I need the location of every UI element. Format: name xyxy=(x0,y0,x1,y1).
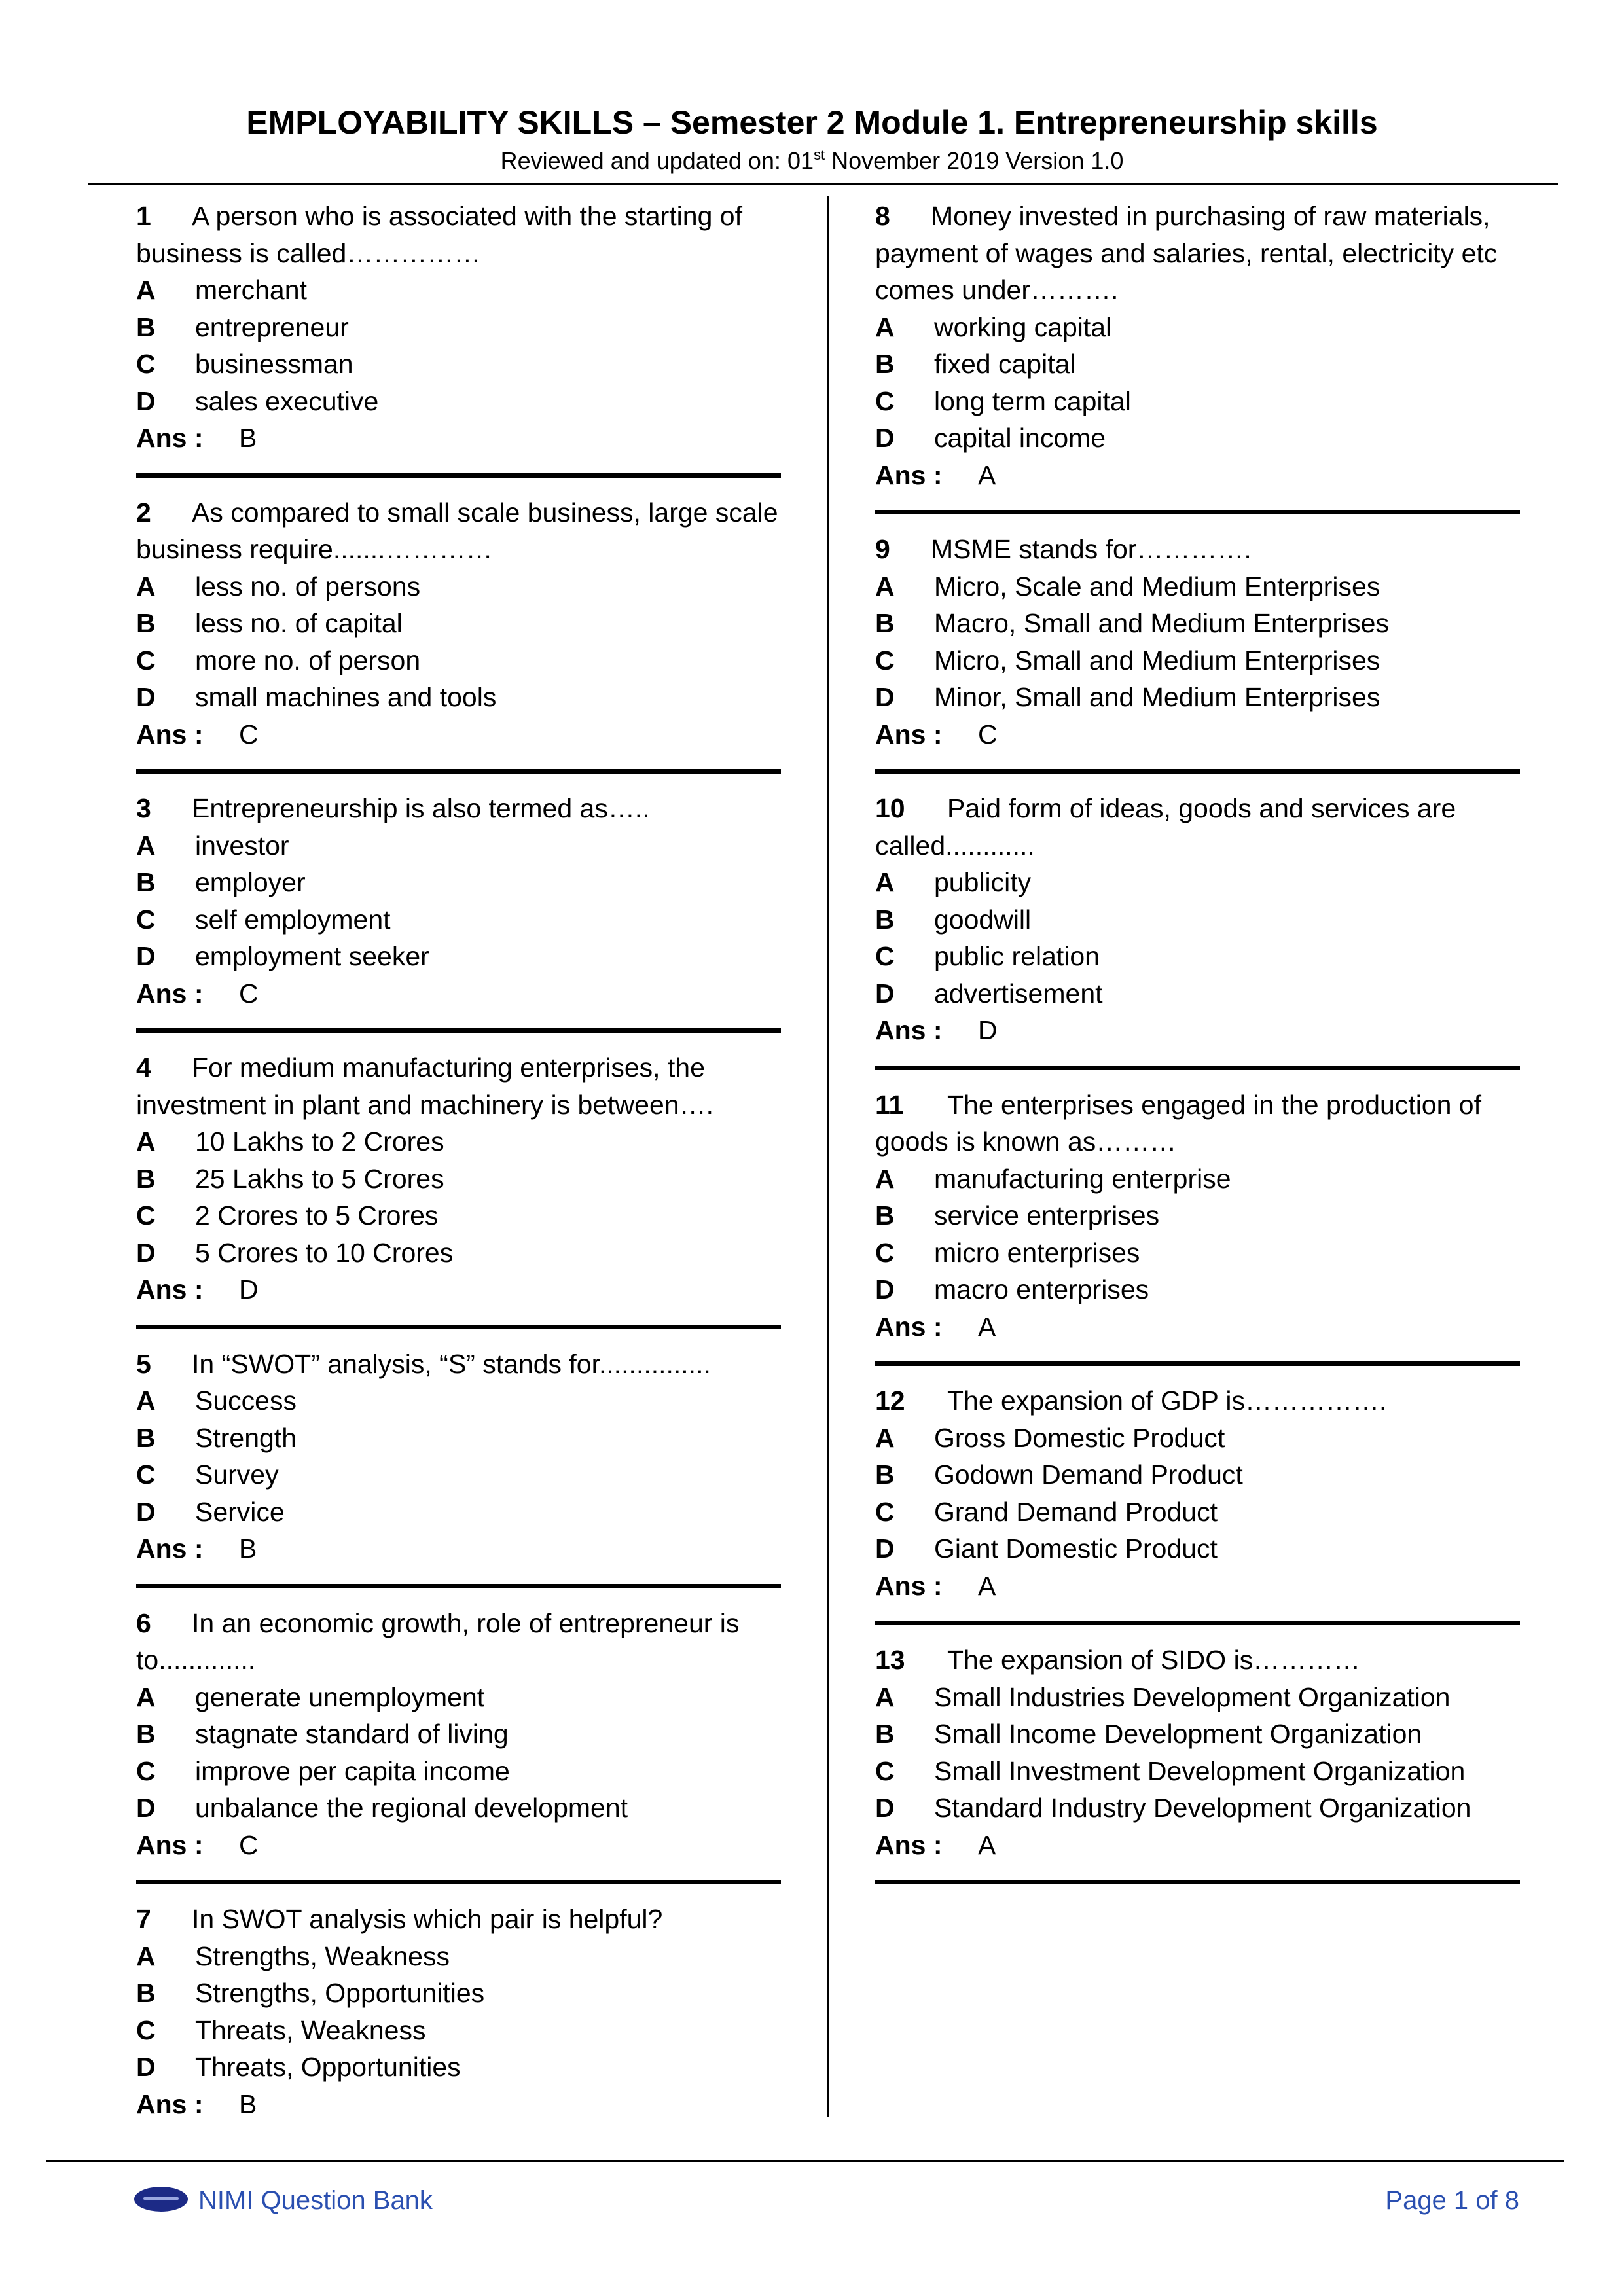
answer-option xyxy=(136,1494,781,1531)
answer-option xyxy=(875,1679,1520,1716)
answer-option xyxy=(875,1160,1520,1198)
question-stem xyxy=(136,198,781,272)
option-letter: C xyxy=(136,349,156,379)
option-letter: A xyxy=(136,1126,156,1157)
option-letter: C xyxy=(136,904,156,935)
option-letter: D xyxy=(136,386,156,416)
answer-option xyxy=(875,1494,1520,1531)
option-letter: D xyxy=(136,941,156,971)
question-block xyxy=(136,494,781,774)
option-letter: A xyxy=(875,1681,895,1712)
option-letter: C xyxy=(875,1755,895,1786)
option-text: generate unemployment xyxy=(195,1681,485,1712)
option-text: publicity xyxy=(934,867,1032,897)
option-letter: C xyxy=(875,1496,895,1527)
option-text: Strengths, Weakness xyxy=(195,1941,450,1971)
question-stem xyxy=(136,1049,781,1123)
option-letter: A xyxy=(136,1941,156,1971)
option-letter: B xyxy=(136,1422,156,1453)
question-stem xyxy=(875,531,1520,568)
answer-option xyxy=(136,1715,781,1753)
option-text: Threats, Weakness xyxy=(195,2015,426,2045)
question-block xyxy=(136,1346,781,1588)
question-stem xyxy=(136,790,781,827)
answer-label: Ans : xyxy=(136,2089,204,2119)
answer-option xyxy=(136,1975,781,2012)
page-title: EMPLOYABILITY SKILLS – Semester 2 Module 1. Entrepreneurship skills xyxy=(246,104,1378,141)
answer-option xyxy=(136,383,781,420)
option-letter: A xyxy=(875,312,895,342)
answer-line xyxy=(136,420,781,457)
question-stem xyxy=(136,1605,781,1679)
option-letter: B xyxy=(136,608,156,638)
option-text: working capital xyxy=(934,312,1112,342)
question-number: 9 xyxy=(875,534,890,564)
answer-option xyxy=(136,679,781,716)
answer-option xyxy=(875,1420,1520,1457)
answer-option xyxy=(136,1160,781,1198)
option-letter: B xyxy=(875,1719,895,1749)
answer-line xyxy=(875,1012,1520,1049)
right-question-column xyxy=(875,198,1520,1901)
option-letter: C xyxy=(136,1200,156,1230)
answer-option xyxy=(136,605,781,642)
option-text: manufacturing enterprise xyxy=(934,1163,1231,1194)
option-letter: B xyxy=(875,349,895,379)
option-letter: B xyxy=(136,1163,156,1194)
answer-value: C xyxy=(239,719,259,749)
option-letter: B xyxy=(136,1978,156,2008)
option-letter: C xyxy=(136,645,156,675)
answer-option xyxy=(875,864,1520,901)
answer-line xyxy=(875,1308,1520,1346)
question-block xyxy=(136,790,781,1033)
answer-label: Ans : xyxy=(136,978,204,1009)
option-text: Godown Demand Product xyxy=(934,1460,1243,1490)
question-text: In “SWOT” analysis, “S” stands for............... xyxy=(192,1348,711,1379)
option-text: 25 Lakhs to 5 Crores xyxy=(195,1163,444,1194)
option-text: Success xyxy=(195,1386,297,1416)
answer-line xyxy=(875,1827,1520,1864)
answer-value: C xyxy=(239,978,259,1009)
question-block xyxy=(875,1641,1520,1884)
answer-label: Ans : xyxy=(136,719,204,749)
footer-brand-text: NIMI Question Bank xyxy=(198,2186,433,2215)
answer-label: Ans : xyxy=(875,459,943,490)
option-letter: A xyxy=(136,1386,156,1416)
option-text: entrepreneur xyxy=(195,312,349,342)
answer-option xyxy=(136,1234,781,1272)
left-question-column xyxy=(136,198,781,2139)
answer-line xyxy=(136,2086,781,2123)
page-number: Page 1 of 8 xyxy=(1385,2186,1519,2215)
answer-option xyxy=(875,1197,1520,1234)
answer-option xyxy=(136,864,781,901)
question-text: Money invested in purchasing of raw materials, payment of wages and salaries, rental, electricity etc comes under………. xyxy=(875,201,1498,305)
question-number: 1 xyxy=(136,201,151,231)
answer-option xyxy=(875,1789,1520,1827)
option-text: Giant Domestic Product xyxy=(934,1534,1218,1564)
option-text: 10 Lakhs to 2 Crores xyxy=(195,1126,444,1157)
question-text: In an economic growth, role of entrepreneur is to............. xyxy=(136,1607,740,1675)
answer-option xyxy=(136,1456,781,1494)
footer-divider xyxy=(46,2160,1564,2162)
answer-option xyxy=(875,938,1520,975)
answer-option xyxy=(136,568,781,605)
question-block xyxy=(136,198,781,478)
answer-value: B xyxy=(239,1534,257,1564)
question-number: 5 xyxy=(136,1348,151,1379)
question-stem xyxy=(136,1901,781,1938)
answer-value: C xyxy=(978,719,998,749)
option-letter: D xyxy=(136,2052,156,2082)
question-text: In SWOT analysis which pair is helpful? xyxy=(192,1904,663,1934)
option-text: 2 Crores to 5 Crores xyxy=(195,1200,439,1230)
answer-option xyxy=(136,901,781,939)
question-number: 7 xyxy=(136,1904,151,1934)
question-text: Entrepreneurship is also termed as….. xyxy=(192,793,650,823)
option-letter: D xyxy=(136,1793,156,1823)
answer-option xyxy=(136,272,781,309)
question-stem xyxy=(136,1346,781,1383)
option-text: Strengths, Opportunities xyxy=(195,1978,485,2008)
option-letter: A xyxy=(875,1422,895,1453)
question-text: The expansion of GDP is……………. xyxy=(947,1386,1387,1416)
option-text: Small Investment Development Organization xyxy=(934,1755,1466,1786)
option-text: Small Industries Development Organization xyxy=(934,1681,1451,1712)
question-block xyxy=(875,1382,1520,1625)
answer-option xyxy=(136,938,781,975)
answer-line xyxy=(136,716,781,753)
option-letter: B xyxy=(875,1200,895,1230)
option-text: less no. of capital xyxy=(195,608,403,638)
option-letter: B xyxy=(136,1719,156,1749)
answer-option xyxy=(875,605,1520,642)
answer-option xyxy=(875,1715,1520,1753)
question-block xyxy=(875,198,1520,514)
answer-option xyxy=(136,2049,781,2086)
answer-label: Ans : xyxy=(136,1829,204,1860)
option-text: advertisement xyxy=(934,978,1103,1009)
option-text: capital income xyxy=(934,423,1106,453)
answer-label: Ans : xyxy=(875,719,943,749)
question-stem xyxy=(875,790,1520,864)
question-text: Paid form of ideas, goods and services are called............ xyxy=(875,793,1456,861)
option-letter: A xyxy=(875,867,895,897)
question-number: 11 xyxy=(875,1089,904,1120)
answer-option xyxy=(875,642,1520,679)
option-text: sales executive xyxy=(195,386,379,416)
question-text: As compared to small scale business, large scale business require.......………… xyxy=(136,497,778,564)
question-stem xyxy=(875,1641,1520,1679)
review-date-suffix: November 2019 Version 1.0 xyxy=(825,147,1124,174)
question-number: 6 xyxy=(136,1607,151,1638)
answer-value: D xyxy=(239,1274,259,1304)
answer-value: D xyxy=(978,1015,998,1045)
option-text: more no. of person xyxy=(195,645,421,675)
answer-option xyxy=(875,975,1520,1013)
question-number: 2 xyxy=(136,497,151,528)
answer-label: Ans : xyxy=(875,1829,943,1860)
answer-line xyxy=(136,1530,781,1568)
answer-line xyxy=(136,1827,781,1864)
option-letter: C xyxy=(136,1460,156,1490)
option-text: micro enterprises xyxy=(934,1237,1140,1268)
answer-option xyxy=(136,1679,781,1716)
answer-option xyxy=(136,1753,781,1790)
question-number: 4 xyxy=(136,1052,151,1083)
option-letter: D xyxy=(875,1793,895,1823)
option-text: businessman xyxy=(195,349,353,379)
answer-option xyxy=(136,1938,781,1975)
option-text: macro enterprises xyxy=(934,1274,1149,1304)
answer-option xyxy=(875,309,1520,346)
answer-option xyxy=(875,1271,1520,1308)
column-divider xyxy=(827,196,829,2117)
answer-option xyxy=(136,642,781,679)
option-text: goodwill xyxy=(934,904,1032,935)
question-number: 10 xyxy=(875,793,905,823)
option-text: Standard Industry Development Organization xyxy=(934,1793,1471,1823)
option-text: public relation xyxy=(934,941,1100,971)
option-text: service enterprises xyxy=(934,1200,1160,1230)
answer-label: Ans : xyxy=(875,1570,943,1601)
option-letter: D xyxy=(136,1496,156,1527)
option-letter: A xyxy=(875,571,895,601)
answer-value: B xyxy=(239,2089,257,2119)
question-number: 13 xyxy=(875,1645,905,1675)
option-text: Micro, Small and Medium Enterprises xyxy=(934,645,1380,675)
option-letter: B xyxy=(875,904,895,935)
question-stem xyxy=(875,198,1520,309)
answer-option xyxy=(875,1456,1520,1494)
option-text: employer xyxy=(195,867,306,897)
option-text: self employment xyxy=(195,904,391,935)
footer-brand xyxy=(134,2182,433,2219)
question-number: 8 xyxy=(875,201,890,231)
answer-line xyxy=(136,1271,781,1308)
option-letter: A xyxy=(136,275,156,305)
answer-option xyxy=(136,827,781,865)
answer-value: A xyxy=(978,1570,996,1601)
option-text: employment seeker xyxy=(195,941,429,971)
answer-option xyxy=(875,1753,1520,1790)
answer-label: Ans : xyxy=(136,1534,204,1564)
question-text: MSME stands for…………. xyxy=(931,534,1252,564)
option-text: fixed capital xyxy=(934,349,1076,379)
option-letter: C xyxy=(875,645,895,675)
question-stem xyxy=(875,1382,1520,1420)
review-date-prefix: Reviewed and updated on: 01 xyxy=(500,147,814,174)
question-text: For medium manufacturing enterprises, the investment in plant and machinery is between…. xyxy=(136,1052,713,1120)
answer-value: C xyxy=(239,1829,259,1860)
option-letter: A xyxy=(136,571,156,601)
option-letter: D xyxy=(875,978,895,1009)
question-stem xyxy=(875,1086,1520,1160)
option-letter: B xyxy=(136,312,156,342)
question-stem xyxy=(136,494,781,568)
option-letter: C xyxy=(875,386,895,416)
answer-label: Ans : xyxy=(875,1015,943,1045)
option-letter: D xyxy=(875,1534,895,1564)
answer-value: B xyxy=(239,423,257,453)
answer-option xyxy=(136,309,781,346)
question-text: A person who is associated with the starting of business is called…………… xyxy=(136,201,742,268)
option-letter: B xyxy=(136,867,156,897)
option-letter: B xyxy=(875,608,895,638)
option-text: long term capital xyxy=(934,386,1131,416)
answer-label: Ans : xyxy=(875,1311,943,1342)
option-text: Service xyxy=(195,1496,285,1527)
option-letter: D xyxy=(875,423,895,453)
answer-line xyxy=(875,457,1520,494)
answer-value: A xyxy=(978,1829,996,1860)
option-text: Minor, Small and Medium Enterprises xyxy=(934,682,1380,712)
option-text: Micro, Scale and Medium Enterprises xyxy=(934,571,1380,601)
question-number: 3 xyxy=(136,793,151,823)
answer-label: Ans : xyxy=(136,423,204,453)
review-date-ordinal: st xyxy=(813,147,825,163)
question-text: The expansion of SIDO is………… xyxy=(947,1645,1361,1675)
option-text: less no. of persons xyxy=(195,571,421,601)
answer-option xyxy=(136,2012,781,2049)
option-letter: C xyxy=(875,1237,895,1268)
answer-line xyxy=(136,975,781,1013)
option-text: Grand Demand Product xyxy=(934,1496,1218,1527)
question-number: 12 xyxy=(875,1386,905,1416)
nimi-logo-icon xyxy=(134,2187,188,2212)
option-letter: D xyxy=(875,1274,895,1304)
question-block xyxy=(136,1049,781,1329)
question-block xyxy=(136,1901,781,2139)
answer-value: A xyxy=(978,459,996,490)
option-letter: D xyxy=(136,1237,156,1268)
option-text: Macro, Small and Medium Enterprises xyxy=(934,608,1389,638)
answer-option xyxy=(875,1234,1520,1272)
answer-option xyxy=(136,1123,781,1160)
option-letter: A xyxy=(136,830,156,861)
answer-line xyxy=(875,1568,1520,1605)
answer-option xyxy=(875,420,1520,457)
option-text: improve per capita income xyxy=(195,1755,510,1786)
answer-option xyxy=(136,1382,781,1420)
option-letter: B xyxy=(875,1460,895,1490)
answer-value: A xyxy=(978,1311,996,1342)
option-letter: D xyxy=(875,682,895,712)
option-text: unbalance the regional development xyxy=(195,1793,628,1823)
answer-option xyxy=(875,901,1520,939)
answer-label: Ans : xyxy=(136,1274,204,1304)
answer-option xyxy=(875,679,1520,716)
answer-option xyxy=(136,1197,781,1234)
header-divider xyxy=(88,183,1558,185)
question-block xyxy=(875,531,1520,774)
option-letter: C xyxy=(136,2015,156,2045)
option-text: Strength xyxy=(195,1422,297,1453)
answer-option xyxy=(136,1420,781,1457)
question-block xyxy=(875,790,1520,1070)
option-letter: A xyxy=(875,1163,895,1194)
question-block xyxy=(136,1605,781,1885)
option-text: small machines and tools xyxy=(195,682,497,712)
question-block xyxy=(875,1086,1520,1367)
answer-option xyxy=(136,1789,781,1827)
option-text: 5 Crores to 10 Crores xyxy=(195,1237,454,1268)
answer-option xyxy=(875,1530,1520,1568)
option-letter: A xyxy=(136,1681,156,1712)
option-text: stagnate standard of living xyxy=(195,1719,509,1749)
answer-option xyxy=(875,346,1520,383)
answer-line xyxy=(875,716,1520,753)
question-text: The enterprises engaged in the production of goods is known as……… xyxy=(875,1089,1481,1157)
answer-option xyxy=(136,346,781,383)
option-text: Survey xyxy=(195,1460,279,1490)
answer-option xyxy=(875,568,1520,605)
option-text: Gross Domestic Product xyxy=(934,1422,1225,1453)
option-text: investor xyxy=(195,830,289,861)
option-letter: C xyxy=(136,1755,156,1786)
review-date xyxy=(0,144,1624,178)
option-text: Small Income Development Organization xyxy=(934,1719,1422,1749)
option-text: merchant xyxy=(195,275,307,305)
option-letter: D xyxy=(136,682,156,712)
answer-option xyxy=(875,383,1520,420)
option-letter: C xyxy=(875,941,895,971)
option-text: Threats, Opportunities xyxy=(195,2052,461,2082)
